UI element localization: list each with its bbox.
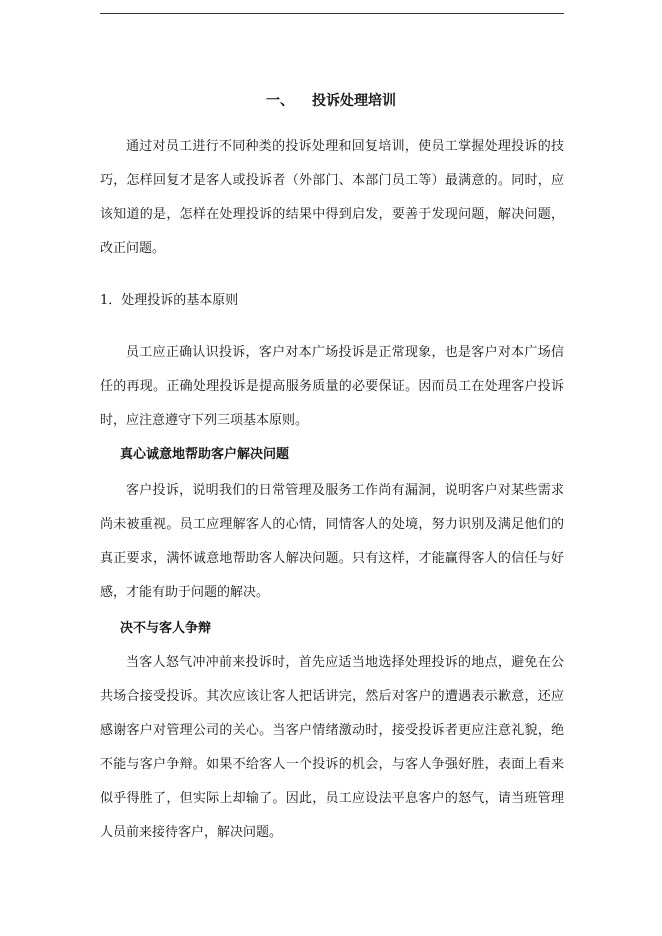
intro-paragraph: 通过对员工进行不同种类的投诉处理和回复培训，使员工掌握处理投诉的技巧，怎样回复才是客人或投诉者（外部门、本部门员工等）最满意的。同时，应该知道的是，怎样在处理投诉的结果中得到启发，要善于发现问题，解决问题，改正问题。 xyxy=(100,139,564,256)
title-text: 投诉处理培训 xyxy=(312,93,396,109)
section1-paragraph: 员工应正确认识投诉，客户对本广场投诉是正常现象，也是客户对本广场信任的再现。正确处理投诉是提高服务质量的必要保证。因而员工在处理客户投诉时，应注意遵守下列三项基本原则。 xyxy=(100,345,564,428)
section1-heading: 1．处理投诉的基本原则 xyxy=(100,293,239,308)
page-title xyxy=(0,90,662,110)
principle1-heading: 真心诚意地帮助客户解决问题 xyxy=(120,447,290,462)
title-number: 一、 xyxy=(266,93,294,109)
principle2-paragraph: 当客人怒气冲冲前来投诉时，首先应适当地选择处理投诉的地点，避免在公共场合接受投诉。其次应该让客人把话讲完，然后对客户的遭遇表示歉意，还应感谢客户对管理公司的关心。当客户情绪激动时，接受投诉者更应注意礼貌，绝不能与客户争辩。如果不给客人一个投诉的机会，与客人争强好胜，表面上看来似乎得胜了，但实际上却输了。因此，员工应设法平息客户的怒气，请当班管理人员前来接待客户，解决问题。 xyxy=(100,655,564,840)
principle2-heading: 决不与客人争辩 xyxy=(120,621,212,636)
principle1-paragraph: 客户投诉，说明我们的日常管理及服务工作尚有漏洞，说明客户对某些需求尚未被重视。员工应理解客人的心情，同情客人的处境，努力识别及满足他们的真正要求，满怀诚意地帮助客人解决问题。只有这样，才能赢得客人的信任与好感，才能有助于问题的解决。 xyxy=(100,483,564,600)
header-rule xyxy=(100,13,564,14)
